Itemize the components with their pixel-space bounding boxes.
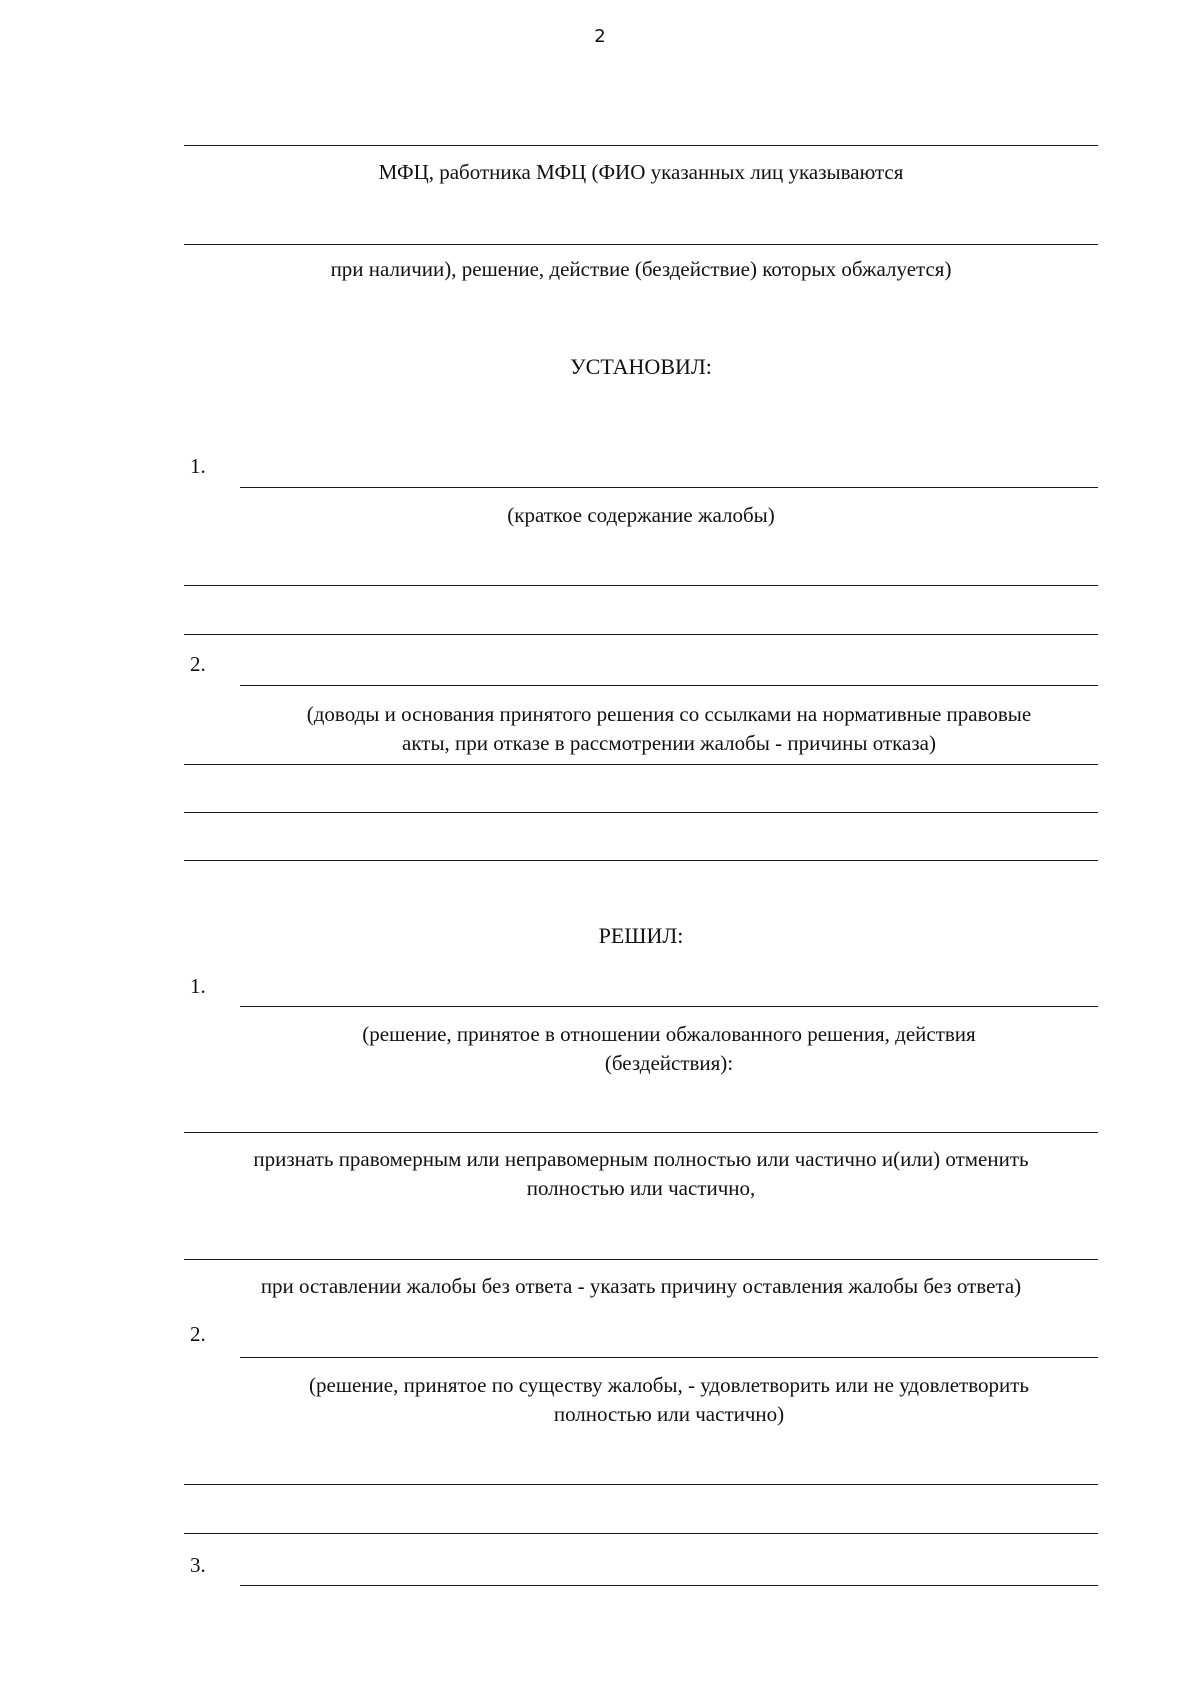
- no-answer-caption: при оставлении жалобы без ответа - указать причину оставления жалобы без ответа): [260, 1274, 1022, 1298]
- blank-line[interactable]: [240, 1357, 1098, 1358]
- item-number: 2.: [190, 1322, 206, 1346]
- item-number: 1.: [190, 974, 206, 998]
- arguments-caption-1: (доводы и основания принятого решения со ссылками на нормативные правовые: [306, 702, 1032, 726]
- lawful-caption-2: полностью или частично,: [526, 1176, 756, 1200]
- blank-line[interactable]: [240, 685, 1098, 686]
- lawful-caption-1: признать правомерным или неправомерным полностью или частично и(или) отменить: [253, 1147, 1029, 1171]
- blank-line[interactable]: [184, 764, 1098, 765]
- blank-line[interactable]: [184, 860, 1098, 861]
- header-caption-2: при наличии), решение, действие (бездействие) которых обжалуется): [330, 257, 952, 281]
- item-number: 1.: [190, 454, 206, 478]
- section-title-established: УСТАНОВИЛ:: [570, 354, 712, 379]
- blank-line[interactable]: [184, 145, 1098, 146]
- blank-line[interactable]: [184, 1484, 1098, 1485]
- blank-line[interactable]: [240, 1006, 1098, 1007]
- blank-line[interactable]: [184, 585, 1098, 586]
- item-number: 3.: [190, 1553, 206, 1577]
- complaint-summary-caption: (краткое содержание жалобы): [507, 503, 775, 527]
- decision-caption-2: (бездействия):: [604, 1051, 734, 1075]
- blank-line[interactable]: [240, 487, 1098, 488]
- blank-line[interactable]: [184, 634, 1098, 635]
- blank-line[interactable]: [184, 1259, 1098, 1260]
- arguments-caption-2: акты, при отказе в рассмотрении жалобы - причины отказа): [402, 731, 936, 755]
- page-number: 2: [594, 26, 606, 47]
- merits-caption-2: полностью или частично): [553, 1402, 785, 1426]
- header-caption-1: МФЦ, работника МФЦ (ФИО указанных лиц указываются: [378, 160, 904, 184]
- blank-line[interactable]: [184, 244, 1098, 245]
- section-title-decided: РЕШИЛ:: [598, 923, 684, 948]
- decision-caption-1: (решение, принятое в отношении обжалованного решения, действия: [362, 1022, 976, 1046]
- blank-line[interactable]: [184, 1132, 1098, 1133]
- item-number: 2.: [190, 652, 206, 676]
- blank-line[interactable]: [184, 812, 1098, 813]
- merits-caption-1: (решение, принятое по существу жалобы, - удовлетворить или не удовлетворить: [309, 1373, 1029, 1397]
- blank-line[interactable]: [184, 1533, 1098, 1534]
- blank-line[interactable]: [240, 1585, 1098, 1586]
